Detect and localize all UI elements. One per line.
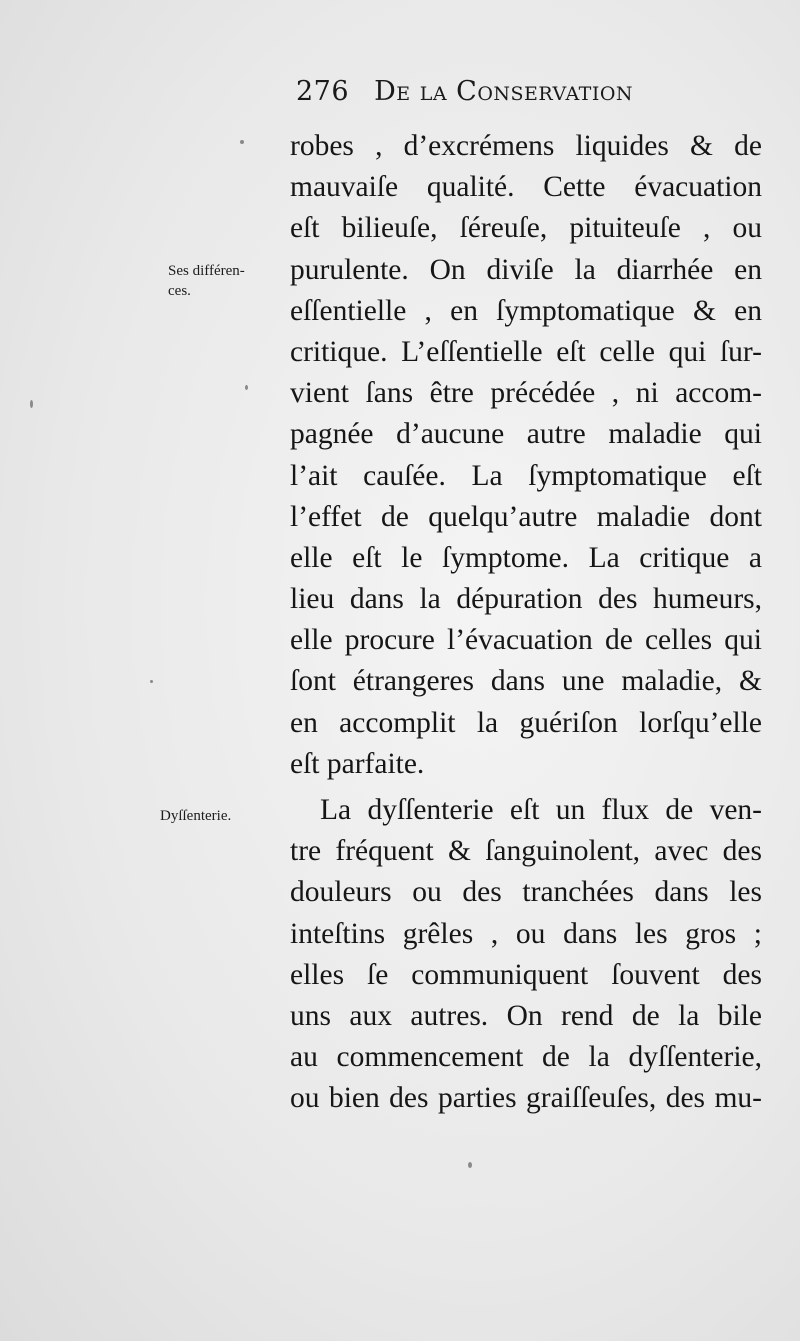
- text-line: ſont étrangeres dans une maladie, &: [290, 665, 762, 698]
- text-line: purulente. On diviſe la diarrhée en: [290, 253, 762, 286]
- text-line: eſt bilieuſe, ſéreuſe, pituiteuſe , ou: [290, 212, 762, 245]
- text-line: au commencement de la dyſſenterie,: [290, 1041, 762, 1074]
- text-line: inteſtins grêles , ou dans les gros ;: [290, 917, 762, 950]
- paper-speck: [150, 680, 153, 683]
- text-line: elle procure l’évacuation de celles qui: [290, 624, 762, 657]
- running-title: De la Conservation: [374, 76, 634, 107]
- paragraph-dysentery: [290, 790, 762, 1120]
- text-line: tre fréquent & ſanguinolent, avec des: [290, 835, 762, 868]
- text-line: eſt parfaite.: [290, 747, 425, 780]
- paper-speck: [245, 385, 248, 390]
- text-line: en accomplit la guériſon lorſqu’elle: [290, 706, 762, 739]
- text-line: vient ſans être précédée , ni accom-: [290, 377, 762, 410]
- marginal-note-line: Ses différen-: [168, 263, 245, 279]
- text-line: lieu dans la dépuration des humeurs,: [290, 583, 762, 616]
- running-head: [296, 76, 756, 116]
- text-line: douleurs ou des tranchées dans les: [290, 876, 762, 909]
- paper-speck: [30, 400, 33, 408]
- marginal-note-differences: [168, 261, 245, 301]
- text-line: ou bien des parties graiſſeuſes, des mu-: [290, 1082, 762, 1115]
- page-number: 276: [296, 76, 350, 107]
- marginal-note-dysentery: [160, 806, 231, 826]
- paper-speck: [468, 1162, 472, 1168]
- paper-speck: [240, 140, 244, 144]
- text-line: critique. L’eſſentielle eſt celle qui ſur-: [290, 335, 762, 368]
- text-line: uns aux autres. On rend de la bile: [290, 999, 762, 1032]
- text-line: La dyſſenterie eſt un flux de ven-: [320, 794, 762, 826]
- text-line: pagnée d’aucune autre maladie qui: [290, 418, 762, 451]
- text-line: elle eſt le ſymptome. La critique a: [290, 541, 762, 574]
- text-line: eſſentielle , en ſymptomatique & en: [290, 294, 762, 327]
- paragraph-diarrhea: [290, 126, 762, 785]
- text-line: robes , d’excrémens liquides & de: [290, 130, 762, 162]
- marginal-note-line: ces.: [168, 283, 191, 299]
- text-line: elles ſe communiquent ſouvent des: [290, 958, 762, 991]
- marginal-note-line: Dyſſenterie.: [160, 808, 232, 824]
- text-line: mauvaiſe qualité. Cette évacuation: [290, 171, 762, 204]
- text-line: l’ait cauſée. La ſymptomatique eſt: [290, 459, 762, 492]
- text-line: l’effet de quelqu’autre maladie dont: [290, 500, 762, 533]
